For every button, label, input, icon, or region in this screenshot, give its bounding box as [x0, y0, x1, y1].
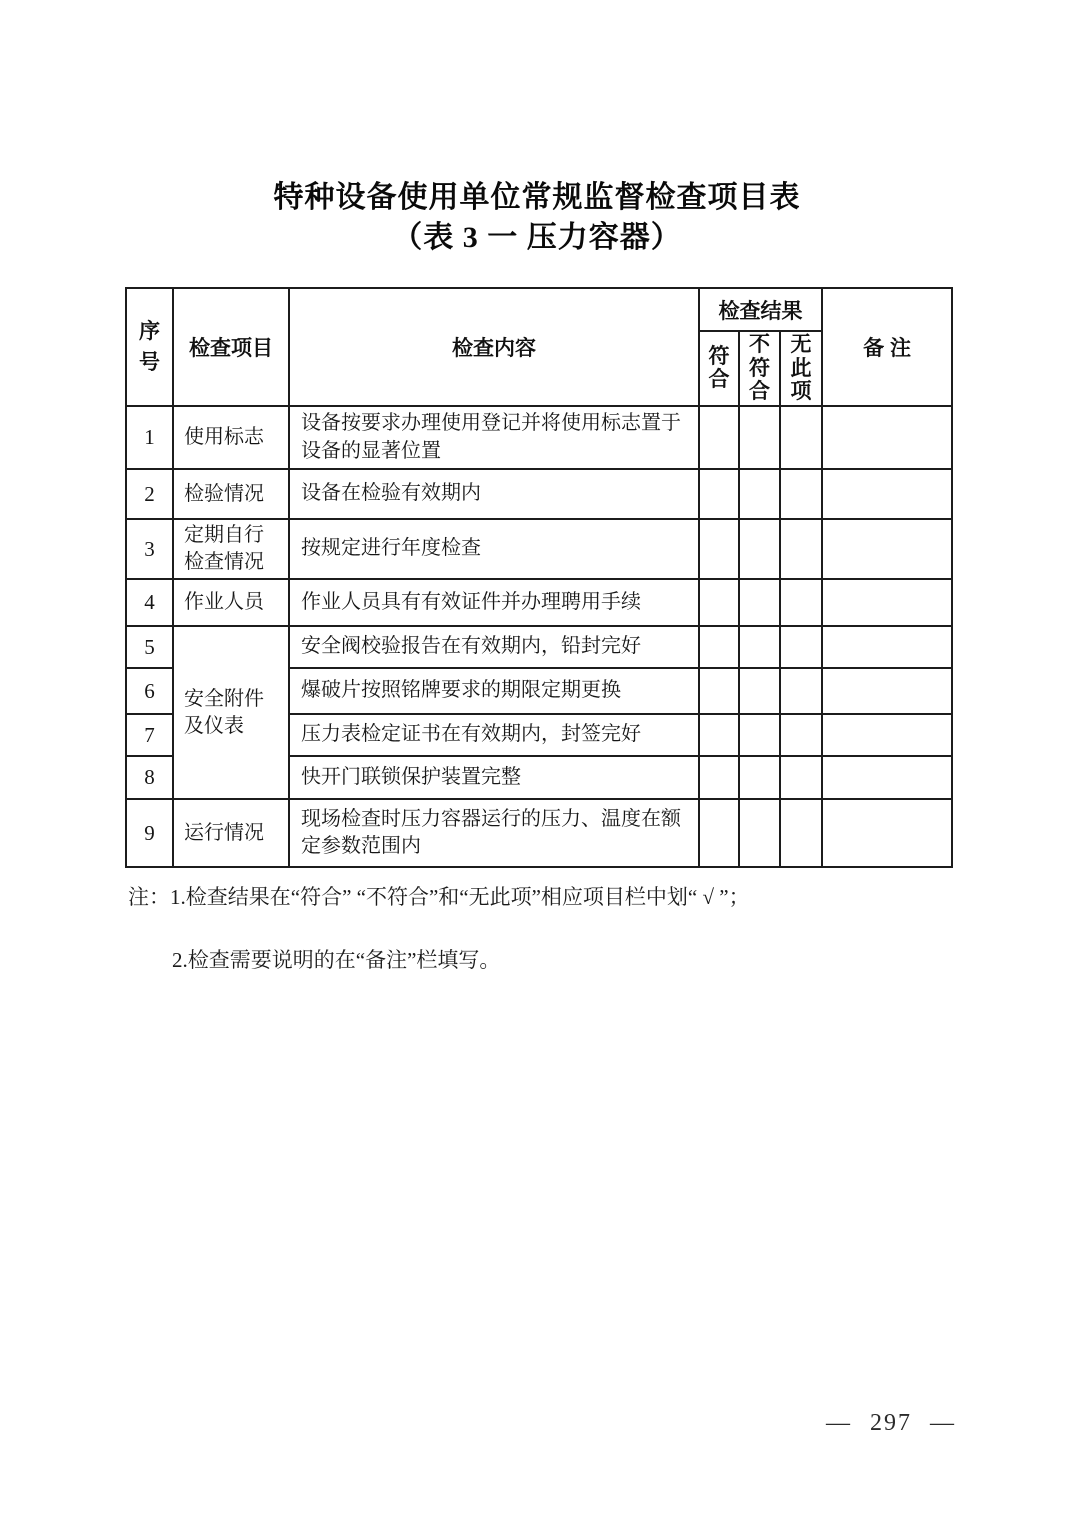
header-remark: 备 注: [822, 288, 952, 406]
result-na-cell: [780, 668, 822, 714]
seq-cell: 8: [126, 756, 173, 799]
remark-cell: [822, 714, 952, 756]
item-cell: 使用标志: [173, 406, 289, 469]
footnotes: [128, 884, 958, 975]
seq-cell: 1: [126, 406, 173, 469]
remark-cell: [822, 626, 952, 668]
result-pass-cell: [699, 668, 739, 714]
item-cell-merged: 安全附件及仪表: [173, 626, 289, 799]
content-cell: 按规定进行年度检查: [289, 519, 699, 579]
result-fail-cell: [739, 799, 780, 867]
content-cell: 作业人员具有有效证件并办理聘用手续: [289, 579, 699, 626]
table-row: [126, 469, 952, 519]
result-na-cell: [780, 756, 822, 799]
result-fail-cell: [739, 626, 780, 668]
result-fail-cell: [739, 519, 780, 579]
header-result-na: 无此项: [780, 331, 822, 406]
result-pass-cell: [699, 799, 739, 867]
table-row: [126, 406, 952, 469]
remark-cell: [822, 668, 952, 714]
seq-cell: 3: [126, 519, 173, 579]
table-row: [126, 626, 952, 668]
result-na-cell: [780, 406, 822, 469]
remark-cell: [822, 519, 952, 579]
seq-cell: 6: [126, 668, 173, 714]
result-pass-cell: [699, 406, 739, 469]
document-title-block: [0, 178, 1074, 258]
content-cell: 设备在检验有效期内: [289, 469, 699, 519]
item-cell: 定期自行检查情况: [173, 519, 289, 579]
result-pass-cell: [699, 756, 739, 799]
seq-cell: 2: [126, 469, 173, 519]
result-na-cell: [780, 626, 822, 668]
header-seq: 序号: [126, 288, 173, 406]
remark-cell: [822, 406, 952, 469]
result-na-cell: [780, 469, 822, 519]
result-pass-cell: [699, 714, 739, 756]
header-item: 检查项目: [173, 288, 289, 406]
content-cell: 安全阀校验报告在有效期内，铅封完好: [289, 626, 699, 668]
content-cell: 设备按要求办理使用登记并将使用标志置于设备的显著位置: [289, 406, 699, 469]
result-pass-cell: [699, 469, 739, 519]
result-fail-cell: [739, 714, 780, 756]
page-number: — 297 —: [826, 1410, 956, 1436]
table-row: [126, 579, 952, 626]
content-cell: 现场检查时压力容器运行的压力、温度在额定参数范围内: [289, 799, 699, 867]
item-cell: 作业人员: [173, 579, 289, 626]
result-fail-cell: [739, 406, 780, 469]
content-cell: 爆破片按照铭牌要求的期限定期更换: [289, 668, 699, 714]
result-fail-cell: [739, 469, 780, 519]
inspection-checklist-table: [125, 287, 953, 868]
result-fail-cell: [739, 668, 780, 714]
header-result-group: 检查结果: [699, 288, 822, 331]
item-cell: 运行情况: [173, 799, 289, 867]
remark-cell: [822, 469, 952, 519]
result-fail-cell: [739, 756, 780, 799]
remark-cell: [822, 799, 952, 867]
result-fail-cell: [739, 579, 780, 626]
item-cell: 检验情况: [173, 469, 289, 519]
content-cell: 快开门联锁保护装置完整: [289, 756, 699, 799]
seq-cell: 4: [126, 579, 173, 626]
document-subtitle: （表 3 一 压力容器）: [392, 221, 682, 254]
remark-cell: [822, 756, 952, 799]
seq-cell: 9: [126, 799, 173, 867]
result-na-cell: [780, 579, 822, 626]
document-title: 特种设备使用单位常规监督检查项目表: [273, 181, 801, 214]
footnote-1: 注：1.检查结果在“符合” “不符合”和“无此项”相应项目栏中划“ √ ”；: [128, 885, 750, 909]
result-na-cell: [780, 714, 822, 756]
seq-cell: 7: [126, 714, 173, 756]
header-result-fail: 不符合: [739, 331, 780, 406]
table-row: [126, 799, 952, 867]
result-na-cell: [780, 519, 822, 579]
result-pass-cell: [699, 579, 739, 626]
content-cell: 压力表检定证书在有效期内，封签完好: [289, 714, 699, 756]
result-pass-cell: [699, 626, 739, 668]
seq-cell: 5: [126, 626, 173, 668]
header-result-pass: 符合: [699, 331, 739, 406]
header-content: 检查内容: [289, 288, 699, 406]
table-row: [126, 519, 952, 579]
remark-cell: [822, 579, 952, 626]
result-na-cell: [780, 799, 822, 867]
footnote-2: 2.检查需要说明的在“备注”栏填写。: [172, 948, 501, 973]
result-pass-cell: [699, 519, 739, 579]
